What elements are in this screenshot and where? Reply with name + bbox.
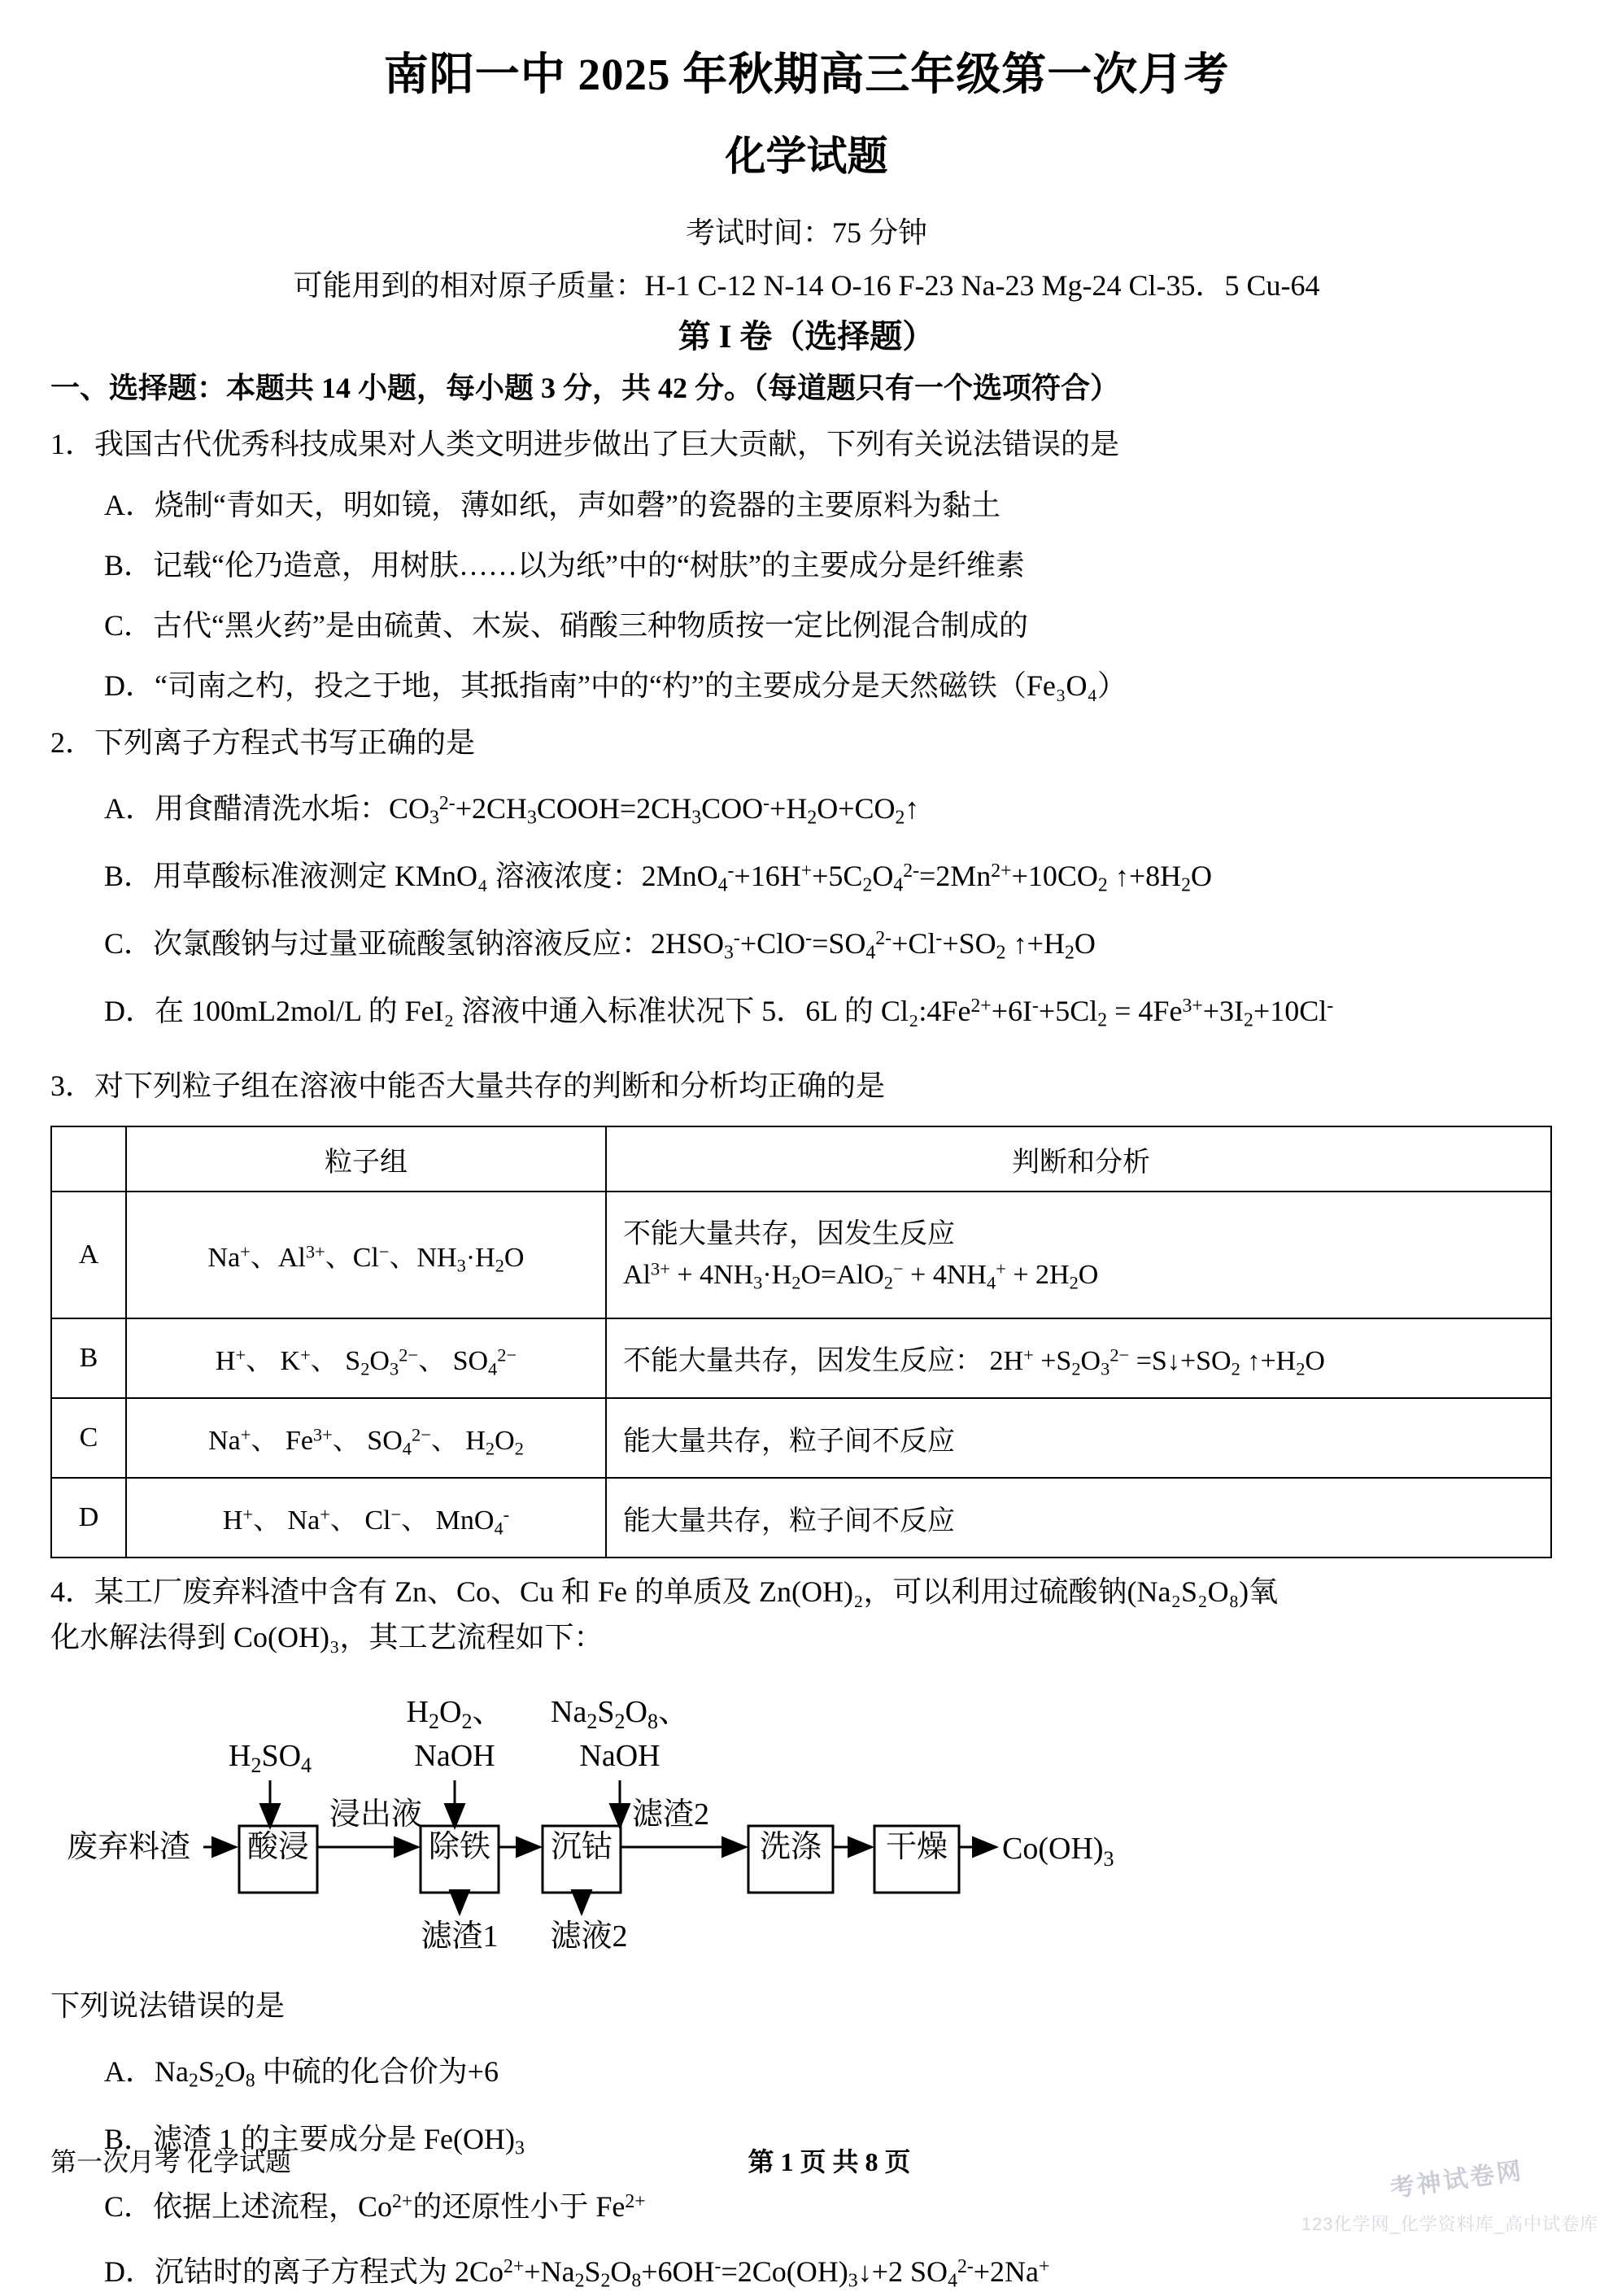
row-letter-b: B [51, 1318, 126, 1398]
flow-output-label: $Co(OH)_3$ [1002, 1831, 1114, 1871]
question-2-option-a-label: A．用食醋清洗水垢： [104, 791, 389, 825]
section-lead: 一、选择题：本题共 14 小题，每小题 3 分，共 42 分。（每道题只有一个选项符合） [50, 371, 1120, 404]
question-2-option-c-equation: $2HSO_3^-+ClO^-=SO_4^{2-}+Cl^-+SO_2$ $↑+H_2O$ [651, 927, 1096, 964]
reagent-naoh-1: NaOH [414, 1738, 495, 1773]
row-letter-a: A [51, 1192, 126, 1318]
flow-box-dry-label: 干燥 [885, 1829, 948, 1864]
process-flow-diagram [50, 1673, 1552, 1954]
part-one-title: 第 I 卷（选择题） [678, 317, 935, 355]
question-2-option-d [50, 989, 1563, 1035]
table-header-row [51, 1126, 1551, 1192]
footer-left-text: 第一次月考 化学试题 [50, 2147, 292, 2176]
question-4-stem-line-1: 4．某工厂废弃料渣中含有 Zn、Co、Cu 和 Fe 的单质及 Zn(OH)₂，可以利用过硫酸钠(Na₂S₂O₈)氧 [50, 1575, 1279, 1609]
question-2-option-a [50, 786, 1563, 833]
reagent-naoh-2: NaOH [579, 1738, 660, 1773]
flow-box-cobalt-precipitation-label: 沉钴 [550, 1829, 613, 1864]
question-4-option-d-prefix: D．沉钴时的离子方程式为 [104, 2255, 455, 2289]
page-title: 南阳一中 2025 年秋期高三年级第一次月考 [383, 50, 1230, 99]
question-2-option-b [50, 854, 1563, 900]
question-3-table [50, 1126, 1552, 1558]
table-header-blank [51, 1126, 126, 1192]
reagent-na2s2o8: $Na_2S_2O_8$、 [551, 1694, 689, 1733]
question-2-stem: 2．下列离子方程式书写正确的是 [50, 725, 476, 759]
reagent-h2so4: $H_2SO_4$ [228, 1738, 312, 1777]
table-row [51, 1318, 1551, 1398]
row-b-particles: H+、 K+、 $S_2O_3^{2-}$、 $SO_4^{2-}$ [126, 1318, 606, 1398]
site-stamp: 考神试卷网 [1388, 2157, 1525, 2203]
exam-body [0, 367, 1613, 2296]
row-c-analysis: 能大量共存，粒子间不反应 [606, 1398, 1551, 1478]
table-body [51, 1192, 1551, 1558]
table-row [51, 1478, 1551, 1558]
question-4-option-a-body: $Na_2S_2O_8$ 中硫的化合价为+6 [155, 2054, 499, 2092]
row-a-analysis-text: 不能大量共存，因发生反应 [623, 1218, 955, 1249]
row-letter-c: C [51, 1398, 126, 1478]
page-footer [0, 2141, 1613, 2179]
flow-label-leachate: 浸出液 [329, 1797, 423, 1832]
table-row [51, 1398, 1551, 1478]
question-4-prompt: 下列说法错误的是 [50, 1989, 286, 2022]
row-c-particles: Na+、 $Fe^{3+}$、 $SO_4^{2-}$、 $H_2O_2$ [126, 1398, 606, 1478]
row-d-particles: H+、 Na+、 Cl−、 MnO$_4$- [126, 1478, 606, 1558]
question-2-option-d-equation: $4Fe^{2+}+6I^-+5Cl_2 = 4Fe^{3+}+3I_2+10Cl^-$ [926, 995, 1334, 1031]
question-1-stem: 1．我国古代优秀科技成果对人类文明进步做出了巨大贡献，下列有关说法错误的是 [50, 428, 1120, 461]
flow-box-acid-leach-label: 酸浸 [246, 1829, 310, 1864]
question-1-option-c: C．古代“黑火药”是由硫黄、木炭、硝酸三种物质按一定比例混合制成的 [104, 608, 1028, 642]
table-row [51, 1192, 1551, 1318]
table-header-particle-group: 粒子组 [126, 1126, 606, 1192]
question-4-option-a [50, 2050, 1563, 2096]
question-1-option-a: A．烧制“青如天，明如镜，薄如纸，声如磬”的瓷器的主要原料为黏土 [104, 488, 1000, 521]
question-4-option-d [50, 2250, 1563, 2296]
flow-label-residue-2: 滤渣2 [632, 1797, 710, 1832]
question-2-option-b-label: B．用草酸标准液测定 KMnO₄ 溶液浓度： [104, 859, 642, 892]
question-2-option-c [50, 921, 1563, 968]
row-letter-d: D [51, 1478, 126, 1558]
flow-input-label: 废弃料渣 [67, 1829, 191, 1864]
row-a-analysis-equation: $Al^{3+} + 4NH_3\cdot H_2O=AlO_2^- + 4NH_4^+ + 2H_2O$ [623, 1258, 1099, 1293]
question-3-stem: 3．对下列粒子组在溶液中能否大量共存的判断和分析均正确的是 [50, 1069, 886, 1102]
row-a-analysis [606, 1192, 1551, 1318]
row-a-particles: Na+、$Al^{3+}$、Cl−、$NH_3\cdot H_2O$ [126, 1192, 606, 1318]
watermark-text: 123化学网_化学资料库_高中试卷库 [1301, 2214, 1598, 2234]
question-4-option-b-prefix: B．滤渣 1 的主要成分是 [104, 2122, 425, 2155]
flow-label-residue-1: 滤渣1 [421, 1919, 499, 1954]
question-2-option-b-equation: $2MnO_4^-+16H^++5C_2O_4^{2-}=2Mn^{2+}+10CO_2$ $↑+8H_2O$ [641, 859, 1213, 896]
subject-title: 化学试题 [725, 133, 888, 179]
flow-box-iron-removal-label: 除铁 [428, 1829, 491, 1864]
question-4-option-b-body: $Fe(OH)_3$ [424, 2122, 525, 2159]
table-header [51, 1126, 1551, 1192]
footer-page-number: 第 1 页 共 8 页 [748, 2147, 911, 2176]
question-1-option-d: D．“司南之杓，投之于地，其抵指南”中的“杓”的主要成分是天然磁铁（Fe₃O₄） [104, 669, 1127, 702]
reagent-h2o2: $H_2O_2$、 [406, 1694, 504, 1733]
question-4-stem-line-2: 化水解法得到 Co(OH)₃，其工艺流程如下： [50, 1621, 604, 1654]
question-4-option-d-body: $2Co^{2+}+Na_2S_2O_8+6OH^-=2Co(OH)_3↓+2$ $SO_4^{2-}+2Na^+$ [455, 2255, 1050, 2292]
question-4-option-a-prefix: A． [104, 2054, 155, 2088]
question-4-option-c-body: $Co^{2+}$的还原性小于 $Fe^{2+}$ [358, 2190, 646, 2224]
table-header-analysis: 判断和分析 [606, 1126, 1551, 1192]
question-2-option-d-label: D．在 100mL2mol/L 的 FeI₂ 溶液中通入标准状况下 5．6L 的 Cl₂: [104, 995, 927, 1028]
exam-duration: 考试时间：75 分钟 [685, 216, 927, 249]
question-1-option-b: B．记载“伦乃造意，用树肤……以为纸”中的“树肤”的主要成分是纤维素 [104, 548, 1025, 582]
atomic-mass-line: 可能用到的相对原子质量：H-1 C-12 N-14 O-16 F-23 Na-23 Mg-24 Cl-35．5 Cu-64 [293, 268, 1320, 302]
question-2-option-a-equation: $CO_3^{2-}+2CH_3COOH=2CH_3COO^-+H_2O+CO_2↑$ [389, 791, 920, 829]
question-2-option-c-label: C．次氯酸钠与过量亚硫酸氢钠溶液反应： [104, 927, 652, 961]
row-d-analysis: 能大量共存，粒子间不反应 [606, 1478, 1551, 1558]
row-b-analysis [606, 1318, 1551, 1398]
flow-label-filtrate-2: 滤液2 [550, 1919, 628, 1954]
row-b-analysis-text: 不能大量共存，因发生反应： [623, 1345, 983, 1376]
flow-box-wash-label: 洗涤 [759, 1829, 822, 1864]
question-4-option-c-prefix: C．依据上述流程， [104, 2190, 359, 2224]
row-b-analysis-equation: $2H^+ +S_2O_3^{2-}$ $=S↓+SO_2$ $↑+H_2O$ [983, 1344, 1325, 1379]
